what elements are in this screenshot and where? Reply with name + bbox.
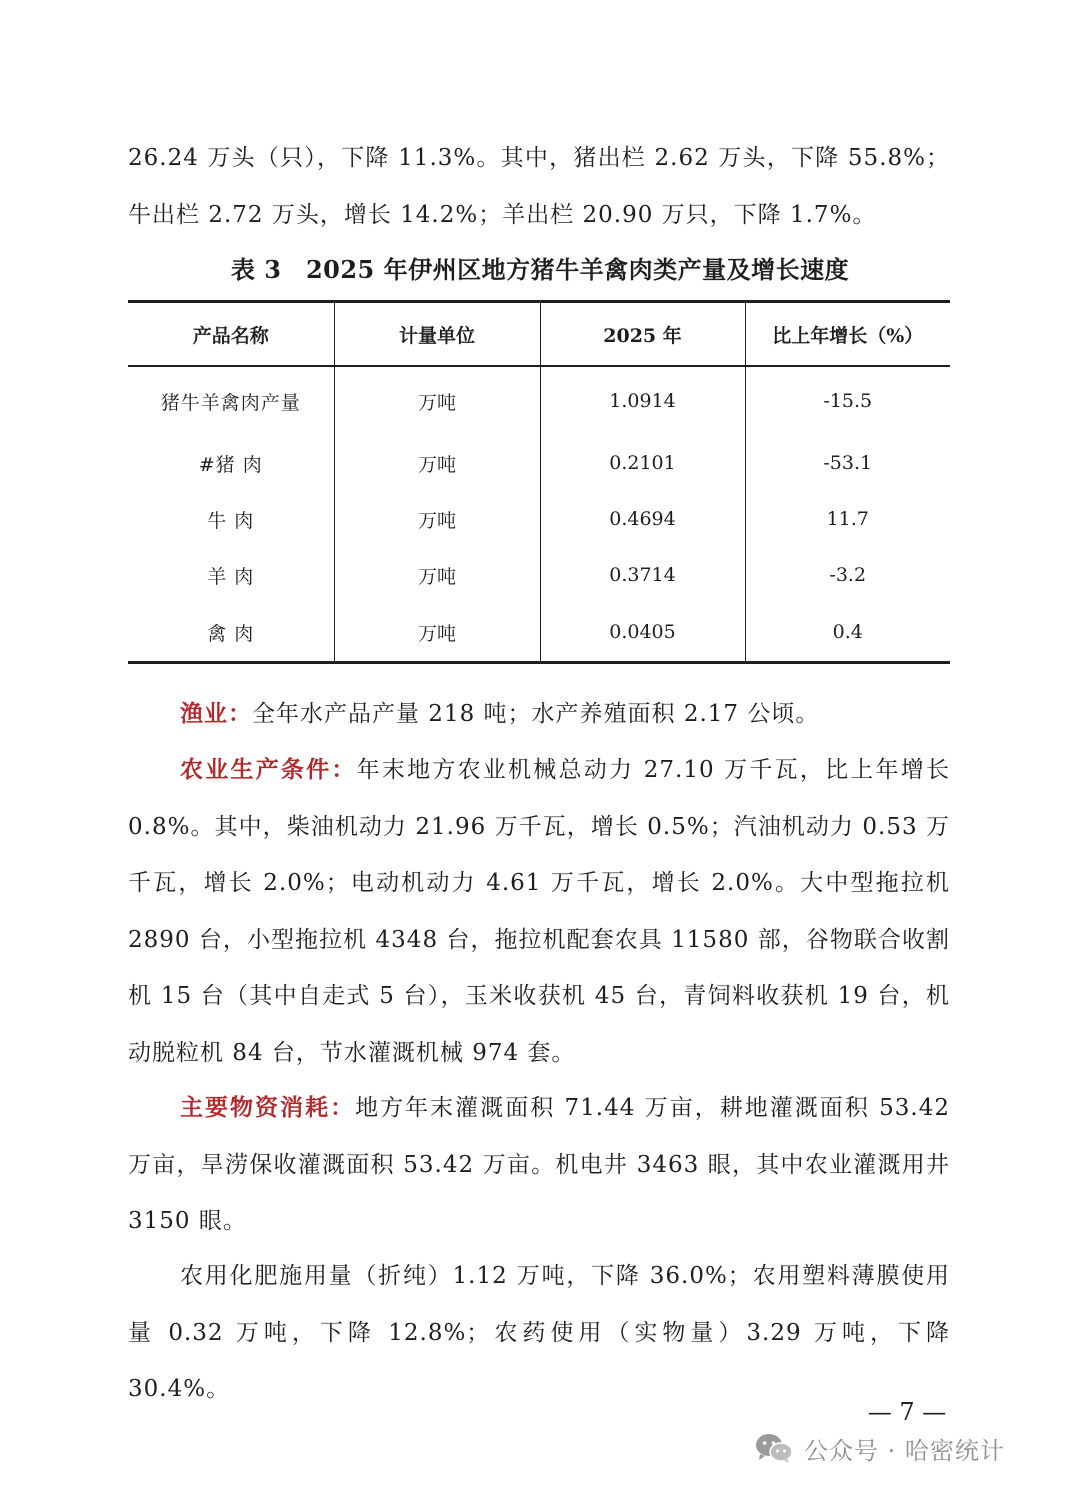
fishery-text: 全年水产品产量 218 吨；水产养殖面积 2.17 公顷。	[252, 701, 820, 727]
cell-product-name: 禽 肉	[128, 603, 334, 663]
table-row	[128, 491, 950, 547]
cell-unit: 万吨	[334, 366, 540, 435]
cell-value: 0.4694	[540, 491, 745, 547]
cell-growth: 0.4	[745, 603, 950, 663]
table-row	[128, 547, 950, 603]
paragraph-conditions	[128, 742, 950, 1081]
header-product-name: 产品名称	[128, 302, 334, 367]
table-row	[128, 366, 950, 435]
cell-unit: 万吨	[334, 435, 540, 491]
table-title: 表 3 2025 年伊州区地方猪牛羊禽肉类产量及增长速度	[230, 255, 850, 284]
header-unit: 计量单位	[334, 302, 540, 367]
table-row	[128, 603, 950, 663]
cell-growth: -3.2	[745, 547, 950, 603]
cell-growth: -15.5	[745, 366, 950, 435]
paragraph-livestock: 26.24 万头（只），下降 11.3%。其中，猪出栏 2.62 万头，下降 55.8%；牛出栏 2.72 万头，增长 14.2%；羊出栏 20.90 万只，下降 1.7%。	[128, 145, 950, 228]
paragraph-fertilizer: 农用化肥施用量（折纯）1.12 万吨，下降 36.0%；农用塑料薄膜使用量 0.32 万吨，下降 12.8%；农药使用（实物量）3.29 万吨，下降 30.4%。	[128, 1263, 950, 1402]
cell-growth: 11.7	[745, 491, 950, 547]
cell-unit: 万吨	[334, 603, 540, 663]
cell-value: 0.0405	[540, 603, 745, 663]
cell-value: 0.3714	[540, 547, 745, 603]
materials-label: 主要物资消耗：	[180, 1094, 356, 1121]
cell-value: 0.2101	[540, 435, 745, 491]
conditions-label: 农业生产条件：	[180, 756, 357, 783]
watermark	[754, 1428, 1005, 1468]
fishery-label: 渔业：	[180, 700, 252, 727]
cell-unit: 万吨	[334, 547, 540, 603]
meat-production-table	[128, 300, 950, 664]
cell-product-name: 猪牛羊禽肉产量	[160, 391, 301, 414]
conditions-text: 年末地方农业机械总动力 27.10 万千瓦，比上年增长 0.8%。其中，柴油机动力 21.96 万千瓦，增长 0.5%；汽油机动力 0.53 万千瓦，增长 2.0%；电动机动力 4.61 万千瓦，增长 2.0%。大中型拖拉机 2890 台，小型拖拉机 4348 台，拖拉机配套农具 11580 部，谷物联合收割机 15 台（其中自走式 5 台），玉米收获机 45 台，青饲料收获机 19 台，机动脱粒机 84 台，节水灌溉机械 974 套。	[128, 757, 951, 1066]
wechat-icon	[754, 1432, 794, 1464]
paragraph-materials	[128, 1080, 950, 1250]
cell-product-name: 羊 肉	[207, 565, 255, 588]
header-growth: 比上年增长（%）	[745, 302, 950, 367]
cell-product-name: 牛 肉	[207, 509, 255, 532]
page-number: — 7 —	[867, 1398, 947, 1426]
watermark-text: 公众号 · 哈密统计	[804, 1436, 1005, 1465]
cell-unit: 万吨	[334, 491, 540, 547]
materials-text: 地方年末灌溉面积 71.44 万亩，耕地灌溉面积 53.42 万亩，旱涝保收灌溉面积 53.42 万亩。机电井 3463 眼，其中农业灌溉用井 3150 眼。	[128, 1095, 951, 1234]
table-header-row	[128, 302, 950, 367]
table-row	[128, 435, 950, 491]
cell-growth: -53.1	[745, 435, 950, 491]
cell-value: 1.0914	[540, 366, 745, 435]
header-year: 2025 年	[540, 302, 745, 367]
cell-product-name: #猪 肉	[198, 453, 263, 476]
paragraph-fishery	[128, 686, 950, 743]
